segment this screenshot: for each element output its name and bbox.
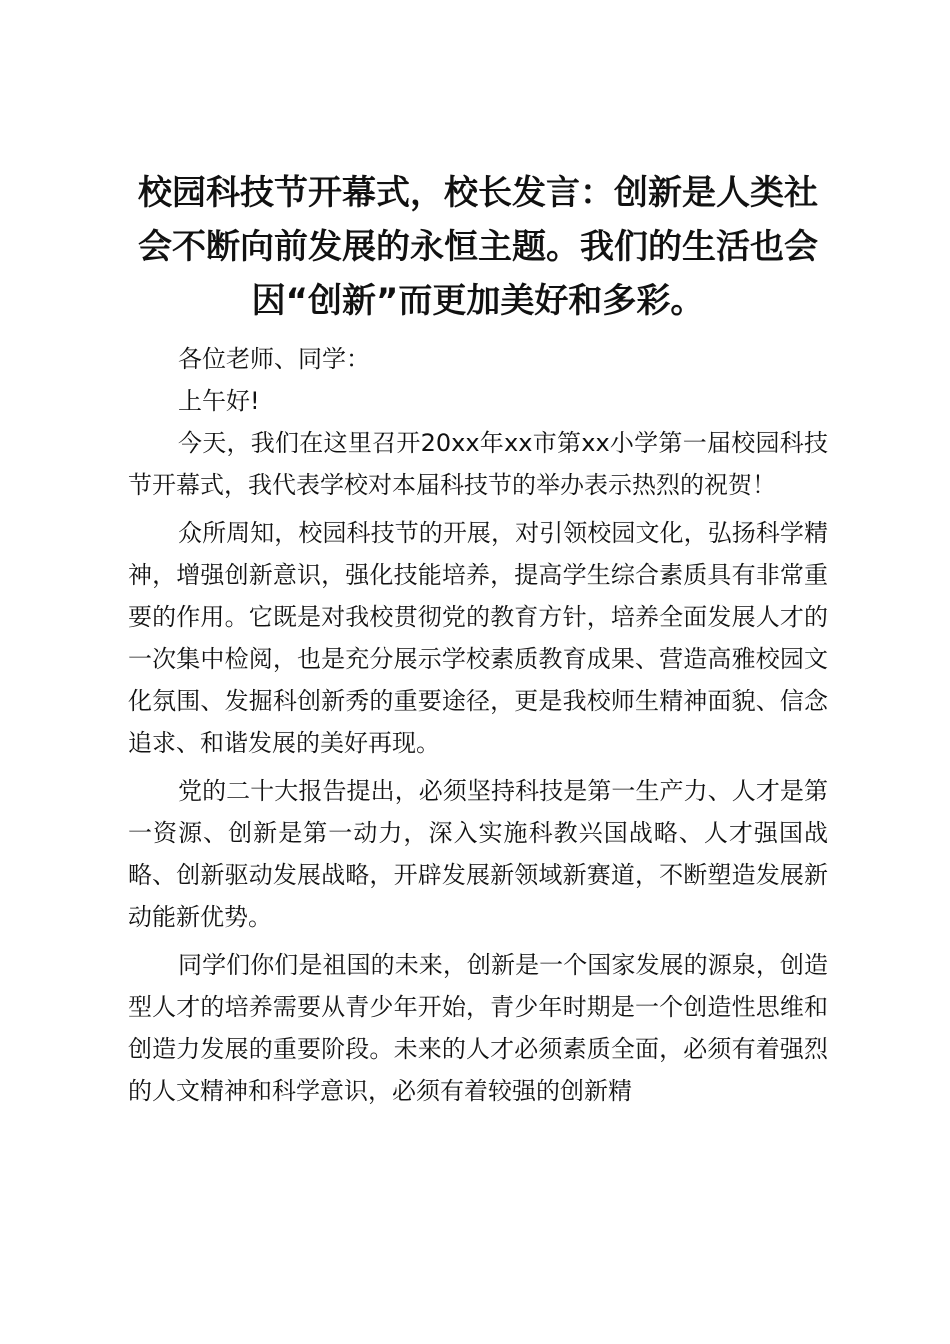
document-body — [128, 166, 828, 1112]
paragraph-party-report: 党的二十大报告提出，必须坚持科技是第一生产力、人才是第一资源、创新是第一动力，深入实施科教兴国战略、人才强国战略、创新驱动发展战略，开辟发展新领域新赛道，不断塑造发展新动能新优势。 — [128, 777, 828, 931]
paragraph-significance: 众所周知，校园科技节的开展，对引领校园文化，弘扬科学精神，增强创新意识，强化技能培养，提高学生综合素质具有非常重要的作用。它既是对我校贯彻党的教育方针，培养全面发展人才的一次集中检阅，也是充分展示学校素质教育成果、营造高雅校园文化氛围、发掘科创新秀的重要途径，更是我校师生精神面貌、信念追求、和谐发展的美好再现。 — [128, 519, 828, 757]
salutation: 各位老师、同学： — [178, 345, 370, 373]
greeting: 上午好! — [178, 387, 260, 415]
paragraph-students: 同学们你们是祖国的未来，创新是一个国家发展的源泉，创造型人才的培养需要从青少年开始，青少年时期是一个创造性思维和创造力发展的重要阶段。未来的人才必须素质全面，必须有着强烈的人文精神和科学意识，必须有着较强的创新精 — [128, 951, 828, 1105]
document-title: 校园科技节开幕式，校长发言：创新是人类社会不断向前发展的永恒主题。我们的生活也会因“创新”而更加美好和多彩。 — [138, 173, 818, 321]
paragraph-opening: 今天，我们在这里召开20xx年xx市第xx小学第一届校园科技节开幕式，我代表学校对本届科技节的举办表示热烈的祝贺！ — [128, 429, 828, 499]
